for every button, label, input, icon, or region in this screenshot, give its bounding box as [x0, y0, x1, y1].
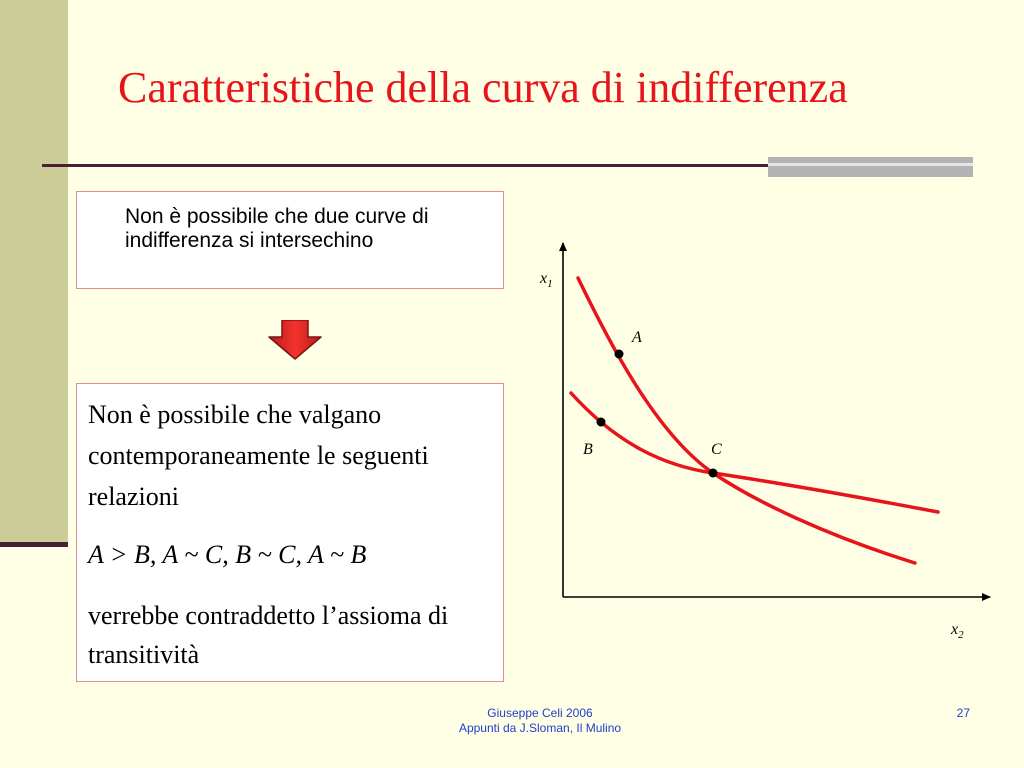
indifference-curve-2: [571, 393, 938, 512]
slide-title: Caratteristiche della curva di indifferenza: [118, 63, 848, 112]
left-decorative-band: [0, 0, 68, 543]
point-b-label: B: [583, 441, 593, 458]
premise-box: [76, 191, 504, 289]
footer-author: Giuseppe Celi 2006: [487, 706, 593, 720]
y-axis-label: $x_1$: [540, 270, 553, 290]
title-divider: [42, 164, 770, 167]
conclusion-outro: verrebbe contraddetto l’assioma di transitività: [88, 601, 449, 669]
indifference-curves-diagram: [530, 230, 1000, 650]
conclusion-box: [76, 383, 504, 682]
page-number: 27: [956, 706, 970, 720]
point-a-marker: [615, 350, 624, 359]
title-divider-bar: [768, 157, 973, 177]
arrow-down-icon: [268, 320, 322, 360]
left-decorative-rule: [0, 542, 68, 547]
x-axis-label: $x_2$: [951, 621, 964, 641]
footer-source: [400, 706, 680, 736]
premise-text: Non è possibile che due curve di indifferenza si intersechino: [125, 205, 429, 252]
point-b-marker: [597, 418, 606, 427]
point-c-marker: [709, 469, 718, 478]
indifference-curve-1: [578, 278, 915, 563]
point-c-label: C: [711, 441, 722, 458]
conclusion-intro: Non è possibile che valgano contemporaneamente le seguenti relazioni: [88, 400, 429, 511]
relations-formula: A > B, A ~ C, B ~ C, A ~ B: [88, 540, 367, 569]
point-a-label: A: [632, 329, 642, 346]
footer-reference: Appunti da J.Sloman, Il Mulino: [458, 721, 622, 735]
